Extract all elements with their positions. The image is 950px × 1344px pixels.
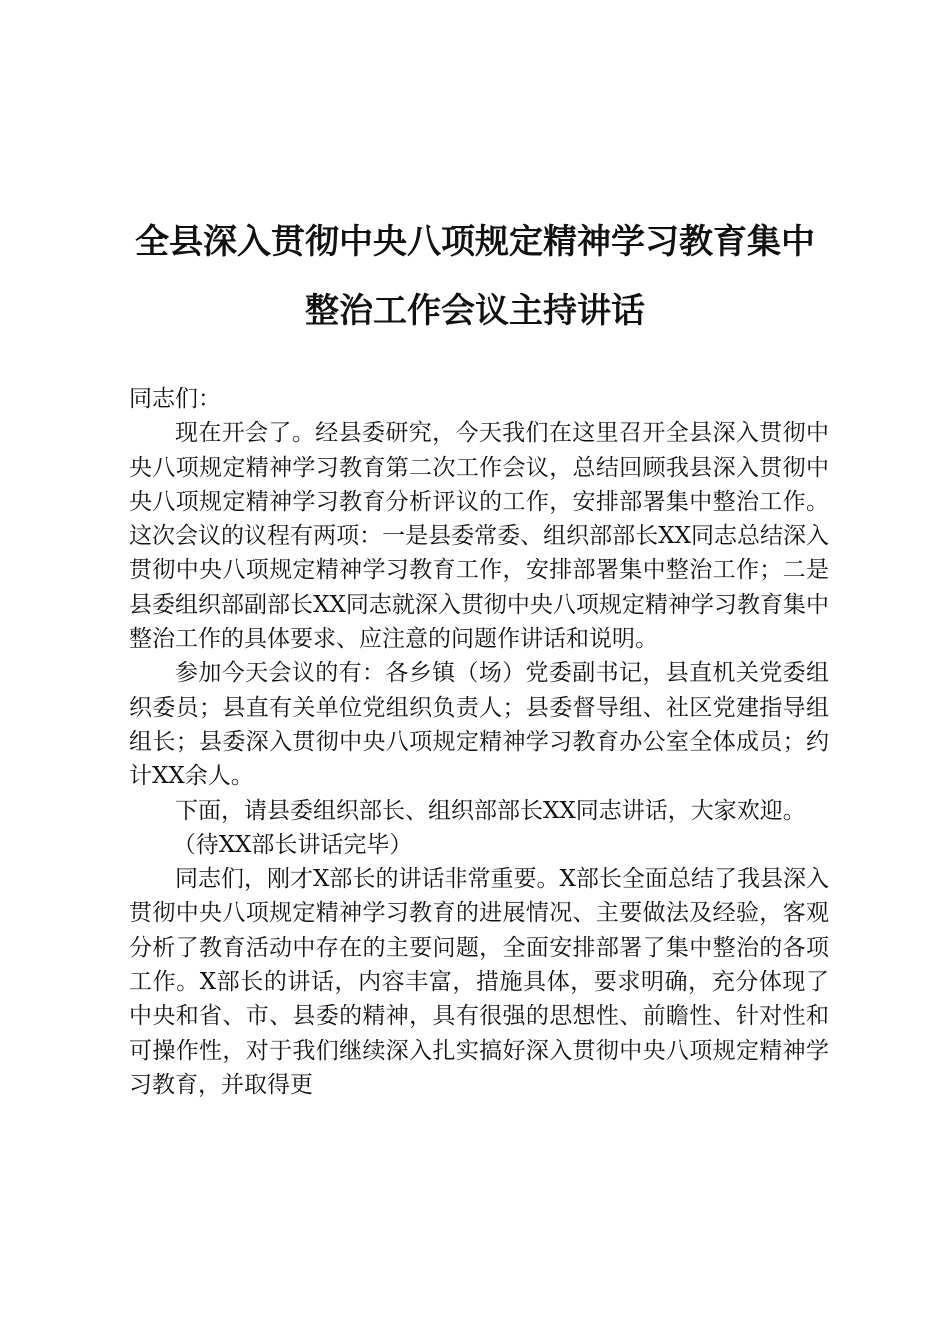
paragraph-invitation: 下面，请县委组织部长、组织部部长XX同志讲话，大家欢迎。 (175, 797, 806, 824)
paragraph-opening: 现在开会了。经县委研究，今天我们在这里召开全县深入贯彻中央八项规定精神学习教育第二次工作会议，总结回顾我县深入贯彻中央八项规定精神学习教育分析评议的工作，安排部署集中整治工作。这次会议的议程有两项：一是县委常委、组织部部长XX同志总结深入贯彻中央八项规定精神学习教育工作，安排部署集中整治工作；二是县委组织部副部长XX同志就深入贯彻中央八项规定精神学习教育集中整治工作的具体要求、应注意的问题作讲话和说明。 (129, 420, 829, 653)
document-title-line-1: 全县深入贯彻中央八项规定精神学习教育集中 (135, 222, 815, 262)
paragraph-attendees: 参加今天会议的有：各乡镇（场）党委副书记，县直机关党委组织委员；县直有关单位党组织负责人；县委督导组、社区党建指导组组长；县委深入贯彻中央八项规定精神学习教育办公室全体成员；约计XX余人。 (129, 660, 829, 790)
paragraph-summary: 同志们，刚才X部长的讲话非常重要。X部长全面总结了我县深入贯彻中央八项规定精神学习教育的进展情况、主要做法及经验，客观分析了教育活动中存在的主要问题，全面安排部署了集中整治的各项工作。X部长的讲话，内容丰富，措施具体，要求明确，充分体现了中央和省、市、县委的精神，具有很强的思想性、前瞻性、针对性和可操作性，对于我们继续深入扎实搞好深入贯彻中央八项规定精神学习教育，并取得更 (129, 866, 829, 1098)
document-title-line-2: 整治工作会议主持讲话 (305, 291, 645, 331)
salutation: 同志们： (129, 386, 221, 412)
document-body (129, 382, 829, 1102)
paragraph-stage-note: （待XX部长讲话完毕） (172, 831, 413, 858)
